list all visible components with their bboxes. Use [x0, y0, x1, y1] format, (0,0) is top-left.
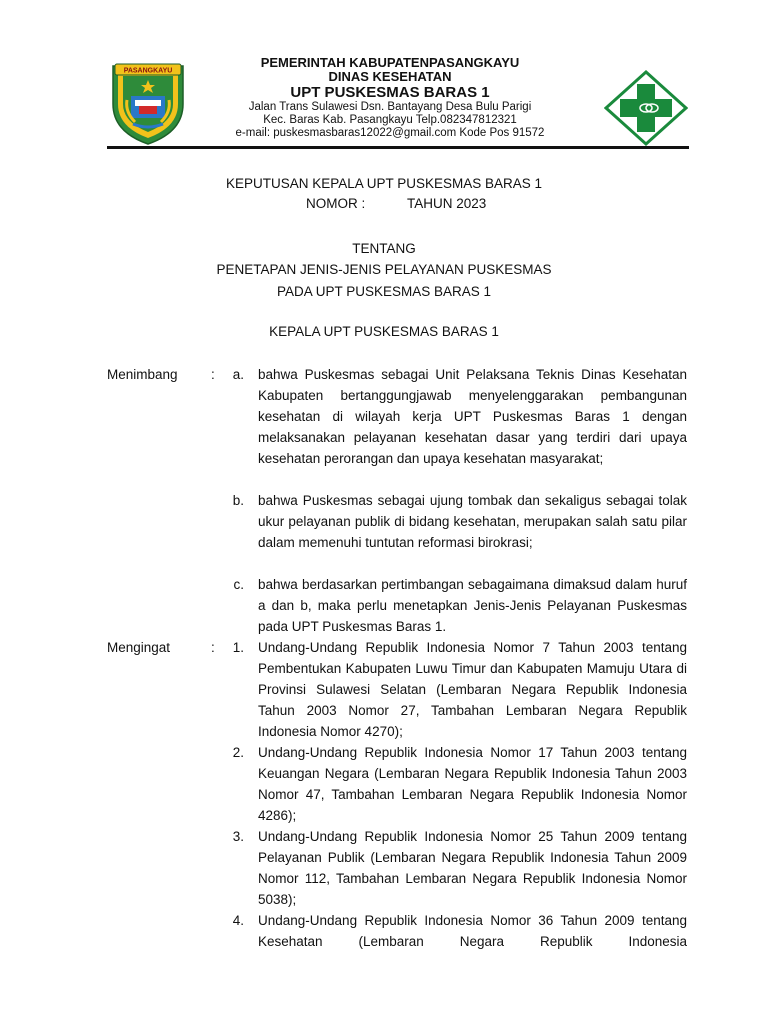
regency-crest-icon: [105, 60, 191, 146]
mengingat-item-4: Undang-Undang Republik Indonesia Nomor 36 Tahun 2009 tentang Kesehatan (Lembaran Negara Republik Indonesia: [258, 913, 687, 949]
unit-name: UPT PUSKESMAS BARAS 1: [290, 84, 490, 101]
menimbang-colon: :: [211, 367, 215, 382]
item-marker: a.: [232, 367, 244, 382]
mengingat-label: Mengingat: [107, 640, 171, 655]
decree-title: KEPUTUSAN KEPALA UPT PUSKESMAS BARAS 1: [225, 176, 543, 191]
menimbang-item-b: bahwa Puskesmas sebagai ujung tombak dan sekaligus sebagai tolak ukur pelayanan publik di bidang kesehatan, merupakan salah satu pilar dalam memenuhi tuntutan reformasi birokrasi;: [258, 493, 687, 550]
item-marker: 3.: [232, 829, 244, 844]
menimbang-label: Menimbang: [107, 367, 178, 382]
menimbang-item-c: bahwa berdasarkan pertimbangan sebagaimana dimaksud dalam huruf a dan b, maka perlu menetapkan Jenis-Jenis Pelayanan Puskesmas pada UPT Puskesmas Baras 1.: [258, 577, 687, 634]
mengingat-item-1: Undang-Undang Republik Indonesia Nomor 7 Tahun 2003 tentang Pembentukan Kabupaten Luwu Timur dan Kabupaten Mamuju Utara di Provinsi Sulawesi Selatan (Lembaran Negara Republik Indonesia Tahun 2003 Nomor 27, Tambahan Lembaran Negara Republik Indonesia Nomor 4270);: [258, 640, 687, 739]
letterhead: [200, 56, 580, 140]
nomor-label: NOMOR :: [306, 196, 366, 211]
letterhead-divider: [107, 146, 689, 149]
government-name: PEMERINTAH KABUPATENPASANGKAYU: [260, 55, 520, 70]
crest-banner-text: PASANGKAYU: [123, 67, 173, 75]
mengingat-item-3: Undang-Undang Republik Indonesia Nomor 25 Tahun 2009 tentang Pelayanan Publik (Lembaran Negara Republik Indonesia Tahun 2009 Nomor 112, Tambahan Lembaran Negara Republik Indonesia Nomor 5038);: [258, 829, 687, 907]
address-line: Kec. Baras Kab. Pasangkayu Telp.082347812321: [263, 114, 517, 126]
item-marker: 2.: [232, 745, 244, 760]
decree-year: TAHUN 2023: [407, 196, 487, 211]
item-marker: 4.: [232, 913, 244, 928]
item-marker: b.: [232, 493, 244, 508]
mengingat-item-2: Undang-Undang Republik Indonesia Nomor 17 Tahun 2003 tentang Keuangan Negara (Lembaran Negara Republik Indonesia Tahun 2003 Nomor 47, Tambahan Lembaran Negara Republik Indonesia Nomor 4286);: [258, 745, 687, 823]
tentang-heading: TENTANG: [352, 241, 416, 256]
item-marker: 1.: [232, 640, 244, 655]
address-line: Jalan Trans Sulawesi Dsn. Bantayang Desa Bulu Parigi: [248, 101, 532, 113]
puskesmas-cross-icon: [604, 70, 688, 146]
department-name: DINAS KESEHATAN: [328, 69, 452, 84]
mengingat-colon: :: [211, 640, 215, 655]
decree-issuer: KEPALA UPT PUSKESMAS BARAS 1: [269, 324, 499, 339]
decree-subject: PENETAPAN JENIS-JENIS PELAYANAN PUSKESMAS: [216, 262, 552, 277]
decree-number-row: [306, 196, 486, 212]
decree-subject: PADA UPT PUSKESMAS BARAS 1: [276, 284, 492, 299]
item-marker: c.: [233, 577, 244, 592]
menimbang-item-a: bahwa Puskesmas sebagai Unit Pelaksana Teknis Dinas Kesehatan Kabupaten bertanggungjawab menyelenggarakan pembangunan kesehatan di wilayah kerja UPT Puskesmas Baras 1 dengan melaksanakan pelayanan kesehatan dasar yang terdiri dari upaya kesehatan perorangan dan upaya kesehatan masyarakat;: [258, 367, 687, 466]
contact-line: e-mail: puskesmasbaras12022@gmail.com Kode Pos 91572: [235, 127, 545, 139]
